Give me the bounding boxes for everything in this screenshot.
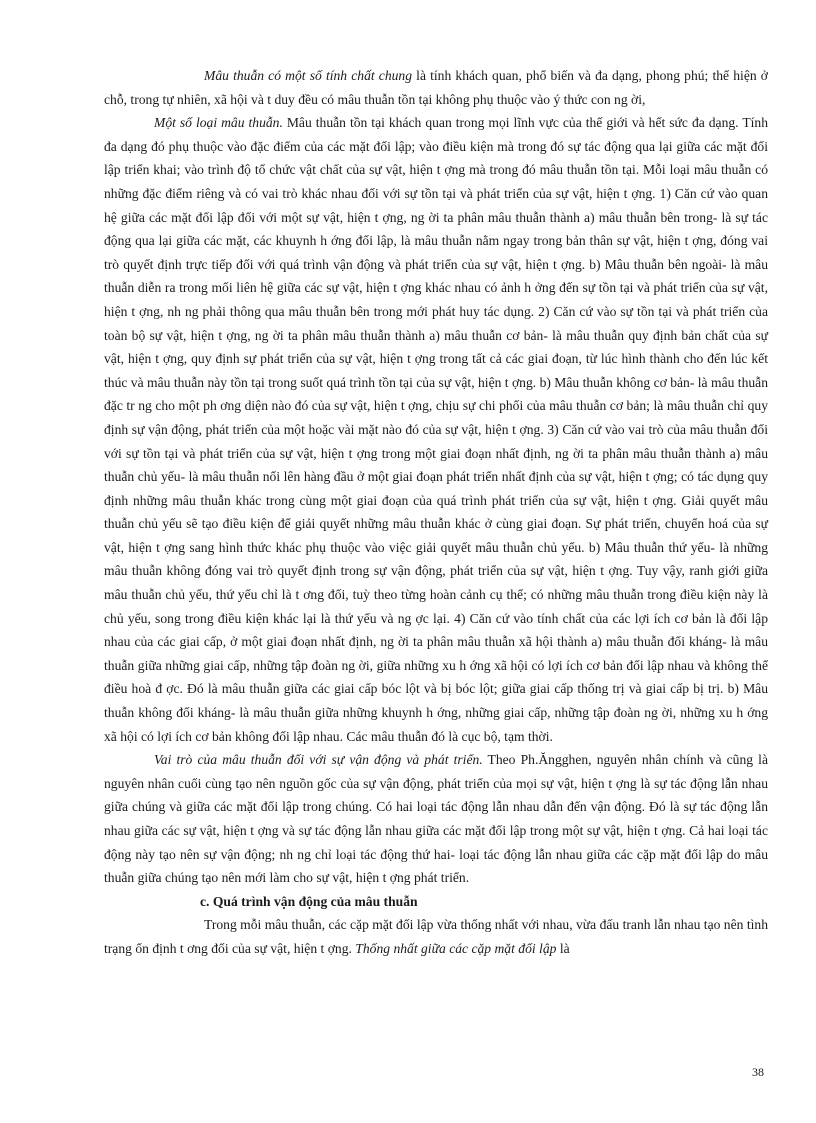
paragraph-role-of-contradiction (104, 748, 768, 890)
document-page (104, 64, 768, 961)
paragraph-text: Mâu thuẫn tồn tại khách quan trong mọi lĩnh vực của thế giới và hết sức đa dạng. Tính đa dạng đó phụ thuộc vào đặc điểm của các mặt đối lập; vào điều kiện mà trong đó sự tác động qua lại giữa các mặt đối lập triển khai; vào trình độ tổ chức vật chất của sự vật, hiện t ợng mà trong đó mâu thuẫn tồn tại. Mỗi loại mâu thuẫn có những đặc điểm riêng và có vai trò khác nhau đối với sự tồn tại và phát triển của sự vật, hiện t ợng. 1) Căn cứ vào quan hệ giữa các mặt đối lập đối với một sự vật, hiện t ợng, ng ời ta phân mâu thuẫn thành a) mâu thuẫn bên trong- là sự tác động qua lại giữa các mặt, các khuynh h ớng đối lập, là mâu thuẫn nằm ngay trong bản thân sự vật, hiện t ợng, đóng vai trò quyết định trực tiếp đối với quá trình vận động và phát triển của sự vật, hiện t ợng. b) Mâu thuẫn bên ngoài- là mâu thuẫn diễn ra trong mối liên hệ giữa các sự vật, hiện t ợng khác nhau có ảnh h ởng đến sự tồn tại và phát triển của sự vật, hiện t ợng, nh ng phải thông qua mâu thuẫn bên trong mới phát huy tác dụng. 2) Căn cứ vào sự tồn tại và phát triển của toàn bộ sự vật, hiện t ợng, ng ời ta phân mâu thuẫn thành a) mâu thuẫn cơ bản- là mâu thuẫn quy định bản chất của sự vật, hiện t ợng, quy định sự phát triển của sự vật, hiện t ợng trong tất cả các giai đoạn, từ lúc hình thành cho đến lúc kết thúc và mâu thuẫn này tồn tại trong suốt quá trình tồn tại của sự vật, hiện t ợng. b) Mâu thuẫn không cơ bản- là mâu thuẫn đặc tr ng cho một ph ơng diện nào đó của sự vật, hiện t ợng, chịu sự chi phối của mâu thuẫn cơ bản; là mâu thuẫn chỉ quy định sự vận động, phát triển của một hoặc vài mặt nào đó của sự vật, hiện t ợng. 3) Căn cứ vào vai trò của mâu thuẫn đối với sự tồn tại và phát triển của sự vật, hiện t ợng trong một giai đoạn nhất định, ng ời ta phân mâu thuẫn thành a) mâu thuẫn chủ yếu- là mâu thuẫn nổi lên hàng đầu ở một giai đoạn phát triển nhất định của sự vật, hiện t ợng; có tác dụng quy định những mâu thuẫn khác trong cùng một giai đoạn của quá trình phát triển của sự vật, hiện t ợng. Giải quyết mâu thuẫn chủ yếu sẽ tạo điều kiện để giải quyết những mâu thuẫn khác ở cùng giai đoạn. Sự phát triển, chuyển hoá của sự vật, hiện t ợng sang hình thức khác phụ thuộc vào việc giải quyết mâu thuẫn chủ yếu. b) Mâu thuẫn thứ yếu- là những mâu thuẫn không đóng vai trò quyết định trong sự vận động, phát triển của sự vật, hiện t ợng. Tuy vậy, ranh giới giữa mâu thuẫn chủ yếu, thứ yếu chỉ là t ơng đối, tuỳ theo từng hoàn cảnh cụ thể; có những mâu thuẫn trong điều kiện này là chủ yếu, song trong điều kiện khác lại là thứ yếu và ng ợc lại. 4) Căn cứ vào tính chất của các lợi ích cơ bản là đối lập nhau của các giai cấp, ở một giai đoạn nhất định, ng ời ta phân mâu thuẫn xã hội thành a) mâu thuẫn đối kháng- là mâu thuẫn giữa những giai cấp, những tập đoàn ng ời, giữa những xu h ớng xã hội có lợi ích cơ bản đối lập nhau và không thể điều hoà đ ợc. Đó là mâu thuẫn giữa các giai cấp bóc lột và bị bóc lột; giữa giai cấp thống trị và giai cấp bị trị. b) Mâu thuẫn không đối kháng- là mâu thuẫn giữa những khuynh h ớng, những giai cấp, những tập đoàn ng ời, những xu h ớng xã hội có lợi ích cơ bản không đối lập nhau. Các mâu thuẫn đó là cục bộ, tạm thời. (104, 115, 768, 744)
paragraph-general-properties (104, 64, 768, 111)
paragraph-text: là tính khách quan, phổ biến và đa dạng, phong phú; thể hiện ở chỗ, trong tự nhiên, xã hội và t duy đều có mâu thuẫn tồn tại không phụ thuộc vào ý thức con ng ời, (104, 68, 768, 107)
paragraph-types-of-contradiction (104, 111, 768, 748)
paragraph-text: Theo Ph.Ăngghen, nguyên nhân chính và cũng là nguyên nhân cuối cùng tạo nên nguồn gốc của sự vận động, phát triển của mọi sự vật, hiện t ợng là sự tác động lẫn nhau giữa chúng và giữa các mặt đối lập trong chúng. Có hai loại tác động lẫn nhau dẫn đến vận động. Đó là sự tác động lẫn nhau giữa các sự vật, hiện t ợng và sự tác động lẫn nhau giữa các mặt đối lập trong một sự vật, hiện t ợng. Cả hai loại tác động này tạo nên sự vận động; nh ng chỉ loại tác động thứ hai- loại tác động lẫn nhau giữa các cặp mặt đối lập do mâu thuẫn giữa chúng tạo nên mới làm cho sự vật, hiện t ợng phát triển. (104, 752, 768, 886)
page-number: 38 (752, 1065, 764, 1079)
paragraph-text: Trong mỗi mâu thuẫn, các cặp mặt đối lập vừa thống nhất với nhau, vừa đấu tranh lẫn nhau tạo nên tình trạng ổn định t ơng đối của sự vật, hiện t ợng. (104, 917, 768, 956)
paragraph-movement-process (104, 913, 768, 960)
paragraph-text-tail: là (556, 940, 570, 956)
paragraph-lead-italic: Một số loại mâu thuẫn. (154, 115, 283, 131)
paragraph-lead-italic: Mâu thuẫn có một số tính chất chung (204, 68, 413, 83)
paragraph-italic-phrase: Thống nhất giữa các cặp mặt đối lập (355, 940, 557, 956)
paragraph-lead-italic: Vai trò của mâu thuẫn đối với sự vận động và phát triển. (154, 752, 483, 768)
section-heading: c. Quá trình vận động của mâu thuẫn (200, 893, 418, 909)
